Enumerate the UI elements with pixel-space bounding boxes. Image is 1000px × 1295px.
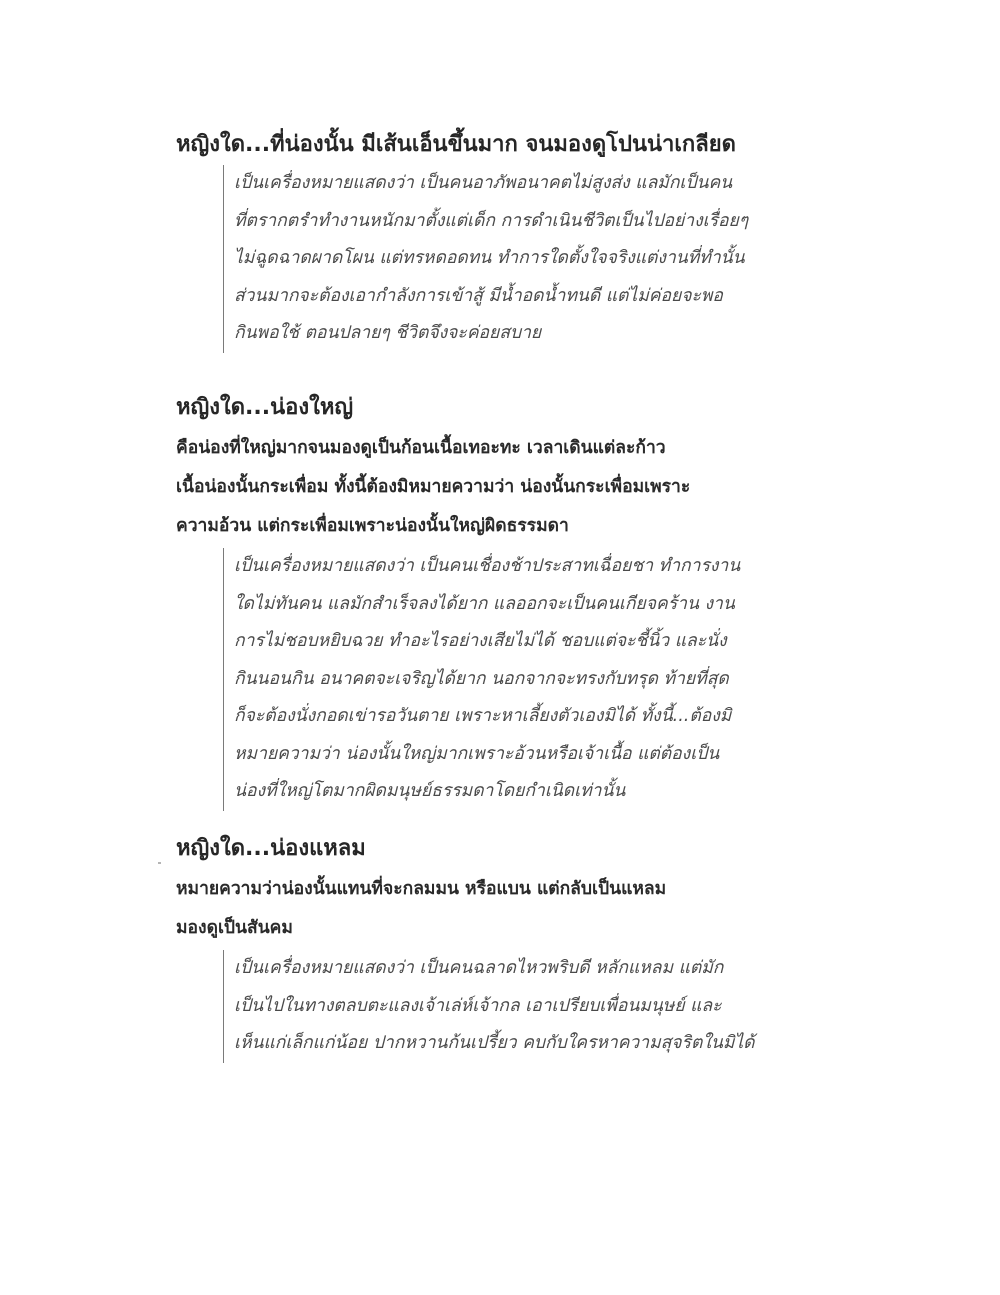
section-heading: หญิงใด...น่องแหลม (176, 836, 366, 861)
quote-line: ส่วนมากจะต้องเอากำลังการเข้าสู้ มีน้ำอดน้ำทนดี แต่ไม่ค่อยจะพอ (234, 285, 723, 306)
quote-line: เห็นแก่เล็กแก่น้อย ปากหวานก้นเปรี้ยว คบกับใครหาความสุจริตในมิได้ (234, 1033, 755, 1053)
quote-line: ใดไม่ทันคน แลมักสำเร็จลงได้ยาก แลออกจะเป็นคนเกียจคร้าน งาน (234, 593, 735, 614)
description-line: เนื้อน่องนั้นกระเพื่อม ทั้งนี้ต้องมิหมายความว่า น่องนั้นกระเพื่อมเพราะ (176, 477, 691, 497)
interpretation-quote (223, 165, 786, 353)
description-line: มองดูเป็นสันคม (176, 918, 293, 938)
description-line: คือน่องที่ใหญ่มากจนมองดูเป็นก้อนเนื้อเทอะทะ เวลาเดินแต่ละก้าว (176, 438, 666, 458)
quote-line: กินพอใช้ ตอนปลายๆ ชีวิตจึงจะค่อยสบาย (234, 323, 542, 343)
quote-line: การไม่ชอบหยิบฉวย ทำอะไรอย่างเสียไม่ได้ ชอบแต่จะชี้นิ้ว และนั่ง (234, 631, 727, 651)
quote-line: ไม่ฉูดฉาดผาดโผน แต่ทรหดอดทน ทำการใดตั้งใจจริงแต่งานที่ทำนั้น (234, 248, 745, 268)
quote-line: เป็นเครื่องหมายแสดงว่า เป็นคนเชื่องช้าประสาทเฉื่อยชา ทำการงาน (234, 556, 741, 576)
interpretation-quote (223, 950, 786, 1063)
quote-line: น่องที่ใหญ่โตมากผิดมนุษย์ธรรมดาโดยกำเนิดเท่านั้น (234, 781, 626, 801)
interpretation-quote (223, 548, 786, 811)
description-line: ความอ้วน แต่กระเพื่อมเพราะน่องนั้นใหญ่ผิดธรรมดา (176, 516, 569, 536)
quote-line: เป็นเครื่องหมายแสดงว่า เป็นคนอาภัพอนาคตไม่สูงส่ง แลมักเป็นคน (234, 173, 733, 193)
section-pointed-calf (176, 832, 786, 1063)
quote-line: กินนอนกิน อนาคตจะเจริญได้ยาก นอกจากจะทรงกับทรุด ท้ายที่สุด (234, 668, 729, 689)
section-large-calf (176, 391, 786, 811)
section-description (176, 429, 786, 546)
quote-line: เป็นเครื่องหมายแสดงว่า เป็นคนฉลาดไหวพริบดี หลักแหลม แต่มัก (234, 958, 724, 978)
quote-line: ก็จะต้องนั่งกอดเข่ารอวันตาย เพราะหาเลี้ยงตัวเองมิได้ ทั้งนี้...ต้องมิ (234, 706, 732, 726)
section-heading: หญิงใด...ที่น่องนั้น มีเส้นเอ็นขึ้นมาก จนมองดูโปนน่าเกลียด (176, 132, 736, 157)
section-veiny-calf (176, 128, 786, 353)
quote-line: หมายความว่า น่องนั้นใหญ่มากเพราะอ้วนหรือเจ้าเนื้อ แต่ต้องเป็น (234, 743, 720, 764)
quote-line: เป็นไปในทางตลบตะแลงเจ้าเล่ห์เจ้ากล เอาเปรียบเพื่อนมนุษย์ และ (234, 995, 722, 1016)
section-heading: หญิงใด...น่องใหญ่ (176, 395, 354, 420)
description-line: หมายความว่าน่องนั้นแทนที่จะกลมมน หรือแบน แต่กลับเป็นแหลม (176, 879, 667, 899)
scan-speck (158, 862, 161, 864)
section-description (176, 870, 786, 948)
quote-line: ที่ตรากตรำทำงานหนักมาตั้งแต่เด็ก การดำเนินชีวิตเป็นไปอย่างเรื่อยๆ (234, 210, 749, 231)
